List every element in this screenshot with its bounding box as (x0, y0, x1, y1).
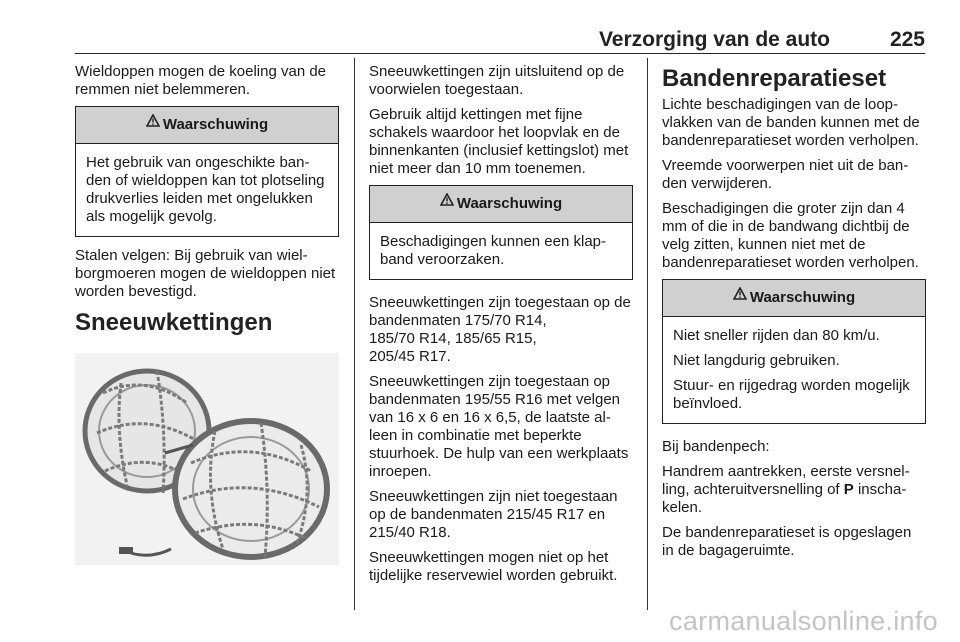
tyre-sizes-line: 185/70 R14, 185/65 R15, (369, 330, 537, 347)
watermark: carmanualsonline.info (669, 606, 938, 636)
warning-body (370, 223, 632, 279)
warning-text: Beschadigingen kunnen een klapband veroorzaken. (380, 233, 607, 268)
warning-title: Waarschuwing (749, 289, 856, 306)
column-2 (369, 63, 633, 592)
column-divider-2 (647, 58, 648, 610)
warning-body (663, 317, 925, 423)
tyre-sizes-line: Sneeuwkettingen zijn toegestaan op de bandenmaten 175/70 R14, (369, 294, 631, 329)
warning-box (662, 279, 926, 424)
paragraph: Beschadigingen die groter zijn dan 4 mm of die in de bandwang dichtbij de velg zitten, kunnen niet met de bandenreparatieset worden verholpen. (662, 200, 919, 271)
column-3 (662, 63, 926, 567)
text-run: Handrem aantrekken, eerste versnelling, achteruitversnelling of (662, 463, 910, 498)
chapter-title: Verzorging van de auto (598, 28, 830, 51)
paragraph (662, 463, 926, 517)
column-divider-1 (354, 58, 355, 610)
paragraph: Lichte beschadigingen van de loopvlakken van de banden kunnen met de bandenreparatieset worden verholpen. (662, 96, 920, 149)
warning-title: Waarschuwing (456, 195, 563, 212)
warning-header (370, 186, 632, 223)
snow-chains-illustration (75, 353, 339, 565)
warning-title: Waarschuwing (162, 116, 269, 133)
warning-triangle-icon (146, 105, 160, 141)
paragraph: Wieldoppen mogen de koeling van de remmen niet belemmeren. (75, 63, 327, 98)
paragraph: Stalen velgen: Bij gebruik van wielborgmoeren mogen de wieldoppen niet worden bevestigd. (75, 247, 336, 300)
warning-box (369, 185, 633, 280)
warning-text: Niet langdurig gebruiken. (673, 352, 840, 369)
paragraph: Gebruik altijd kettingen met fijne schakels waardoor het loopvlak en de binnenkanten (inclusief kettingslot) met niet meer dan 10 mm toenemen. (369, 106, 629, 177)
paragraph: Sneeuwkettingen mogen niet op het tijdelijke reservewiel worden gebruikt. (369, 549, 618, 584)
gear-p-label: P (843, 481, 854, 498)
header-divider (75, 53, 925, 54)
warning-text: Niet sneller rijden dan 80 km/u. (673, 327, 880, 344)
section-heading-repair-kit: Bandenreparatieset (662, 65, 887, 92)
paragraph: Bij bandenpech: (662, 438, 770, 455)
warning-triangle-icon (440, 184, 454, 220)
page-header (75, 24, 925, 54)
warning-box (75, 106, 339, 237)
tyre-sizes-line: 205/45 R17. (369, 348, 451, 365)
paragraph (369, 294, 633, 366)
paragraph: Sneeuwkettingen zijn uitsluitend op de voorwielen toegestaan. (369, 63, 625, 98)
warning-text: Stuur- en rijgedrag worden mogelijk beïnvloed. (673, 377, 910, 412)
section-heading-snow-chains: Sneeuwkettingen (75, 309, 273, 336)
page-number: 225 (889, 28, 925, 51)
text-run: inschakelen. (662, 481, 907, 516)
warning-triangle-icon (733, 278, 747, 314)
paragraph: De bandenreparatieset is opgeslagen in de bagageruimte. (662, 524, 912, 559)
paragraph: Vreemde voorwerpen niet uit de banden verwijderen. (662, 157, 909, 192)
warning-header (76, 107, 338, 144)
warning-body (76, 144, 338, 236)
warning-text: Het gebruik van ongeschikte banden of wieldoppen kan tot plotseling drukverlies leiden met ongelukken als mogelijk gevolg. (86, 154, 325, 225)
paragraph: Sneeuwkettingen zijn toegestaan op bandenmaten 195/55 R16 met velgen van 16 x 6 en 16 x 6,5, de laatste alleen in combinatie met beperkte stuurhoek. De hulp van een werkplaats inroepen. (369, 373, 629, 480)
column-1 (75, 63, 339, 565)
warning-header (663, 280, 925, 317)
paragraph: Sneeuwkettingen zijn niet toegestaan op de bandenmaten 215/45 R17 en 215/40 R18. (369, 488, 618, 541)
